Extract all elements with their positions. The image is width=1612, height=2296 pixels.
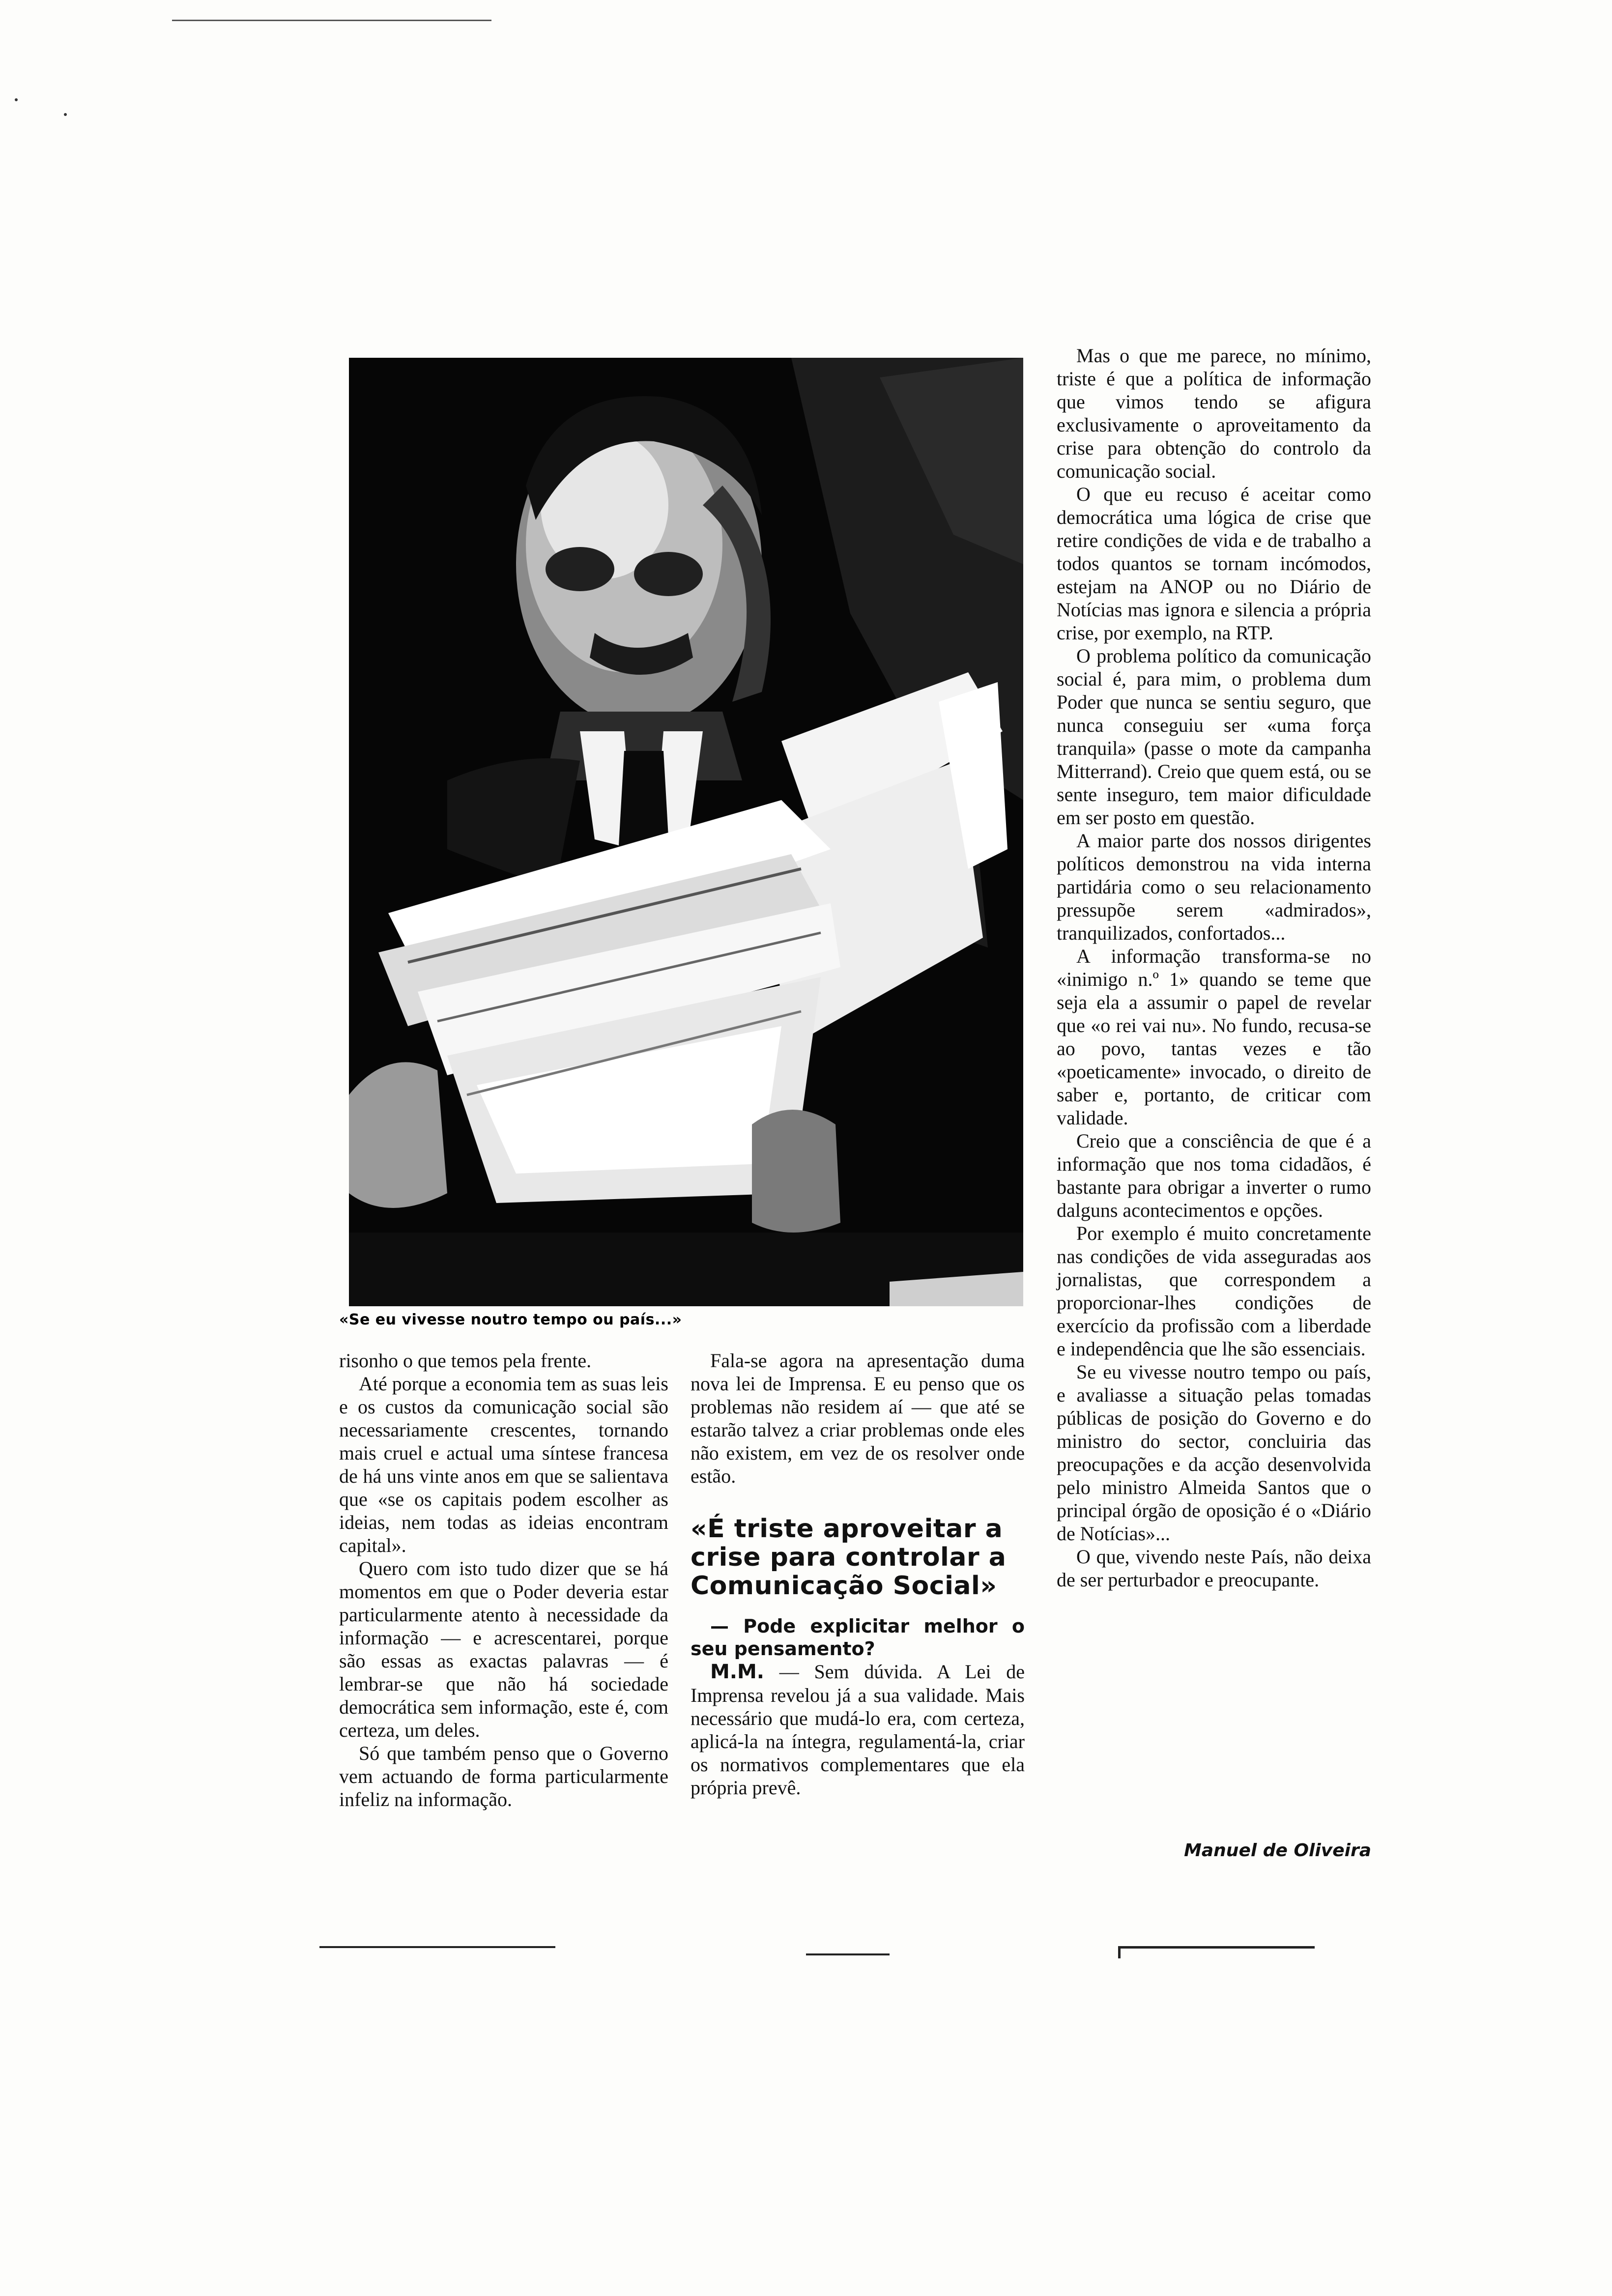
paragraph: Por exemplo é muito concretamente nas condições de vida asseguradas aos jornalistas, que correspondem a proporcionar-lhes condições de exercício da profissão com a liberdade e independência que lhe são essenciais.	[1057, 1222, 1371, 1360]
paragraph: A informação transforma-se no «inimigo n.º 1» quando se teme que seja ela a assumir o papel de revelar que «o rei vai nu». No fundo, recusa-se ao povo, tantas vezes e tão «poeticamente» invocado, o direito de saber e, portanto, de criticar com validade.	[1057, 945, 1371, 1129]
top-scan-line	[172, 20, 491, 21]
speaker-initials: M.M.	[710, 1661, 764, 1683]
article-column-3	[1057, 344, 1371, 1591]
scan-speck	[15, 98, 18, 101]
paragraph: Só que também penso que o Governo vem actuando de forma particularmente infeliz na informação.	[339, 1742, 668, 1810]
paragraph: Até porque a economia tem as suas leis e os custos da comunicação social são necessariamente crescentes, tornando mais cruel e actual uma síntese francesa de há uns vinte anos em que se salientava que «se os capitais podem escolher as ideias, nem todas as ideias encontram capital».	[339, 1373, 668, 1556]
portrait-illustration	[349, 358, 1023, 1306]
paragraph: Se eu vivesse noutro tempo ou país, e avaliasse a situação pelas tomadas públicas de posição do Governo e do ministro do sector, concluiria das preocupações e da acção desenvolvida pelo ministro Almeida Santos que o principal órgão de oposição é o «Diário de Notícias»...	[1057, 1361, 1371, 1545]
interview-answer	[691, 1660, 1025, 1799]
paragraph: Mas o que me parece, no mínimo, triste é que a política de informação que vimos tendo se afigura exclusivamente o aproveitamento da crise para obtenção do controlo da comunicação social.	[1057, 344, 1371, 482]
paragraph: risonho o que temos pela frente.	[339, 1349, 592, 1372]
bottom-rule-right	[1118, 1946, 1315, 1949]
portrait-photo	[349, 358, 1023, 1306]
pull-quote-headline: «É triste aproveitar a crise para controlar a Comunicação Social»	[691, 1514, 1007, 1601]
bottom-rule-left	[319, 1946, 555, 1948]
author-signature: Manuel de Oliveira	[1184, 1840, 1371, 1861]
scan-speck	[64, 113, 67, 116]
article-column-1	[339, 1349, 668, 1811]
interview-question: — Pode explicitar melhor o seu pensamento?	[691, 1615, 1025, 1660]
article-column-2	[691, 1349, 1025, 1799]
paragraph: A maior parte dos nossos dirigentes políticos demonstrou na vida interna partidária como o seu relacionamento pressupõe serem «admirados», tranquilizados, confortados...	[1057, 830, 1371, 944]
paragraph: O que, vivendo neste País, não deixa de ser perturbador e preocupante.	[1057, 1546, 1371, 1591]
photo-caption: «Se eu vivesse noutro tempo ou país...»	[339, 1311, 682, 1328]
bottom-rule-center	[806, 1953, 890, 1955]
paragraph: O que eu recuso é aceitar como democrática uma lógica de crise que retire condições de vida e de trabalho a todos quantos se tornam incómodos, estejam na ANOP ou no Diário de Notícias mas ignora e silencia a própria crise, por exemplo, na RTP.	[1057, 483, 1371, 644]
paragraph: O problema político da comunicação social é, para mim, o problema dum Poder que nunca se sentiu seguro, que nunca conseguiu ser «uma força tranquila» (passe o mote da campanha Mitterrand). Creio que quem está, ou se sente inseguro, tem maior dificuldade em ser posto em questão.	[1057, 645, 1371, 829]
paragraph: Fala-se agora na apresentação duma nova lei de Imprensa. E eu penso que os problemas não residem aí — que até se estarão talvez a criar problemas onde eles não existem, em vez de os resolver onde estão.	[691, 1349, 1025, 1487]
answer-text: — Sem dúvida. A Lei de Imprensa revelou já a sua validade. Mais necessário que mudá-lo era, com certeza, aplicá-la na íntegra, regulamentá-la, criar os normativos complementares que ela própria prevê.	[691, 1661, 1025, 1799]
paragraph: Creio que a consciência de que é a informação que nos toma cidadãos, é bastante para obrigar a inverter o rumo dalguns acontecimentos e opções.	[1057, 1130, 1371, 1221]
paragraph: Quero com isto tudo dizer que se há momentos em que o Poder deveria estar particularmente atento à necessidade da informação — e acrescentarei, porque são essas as exactas palavras — é lembrar-se que não há sociedade democrática sem informação, este é, com certeza, um deles.	[339, 1557, 668, 1741]
bottom-rule-right-tick	[1118, 1946, 1121, 1958]
